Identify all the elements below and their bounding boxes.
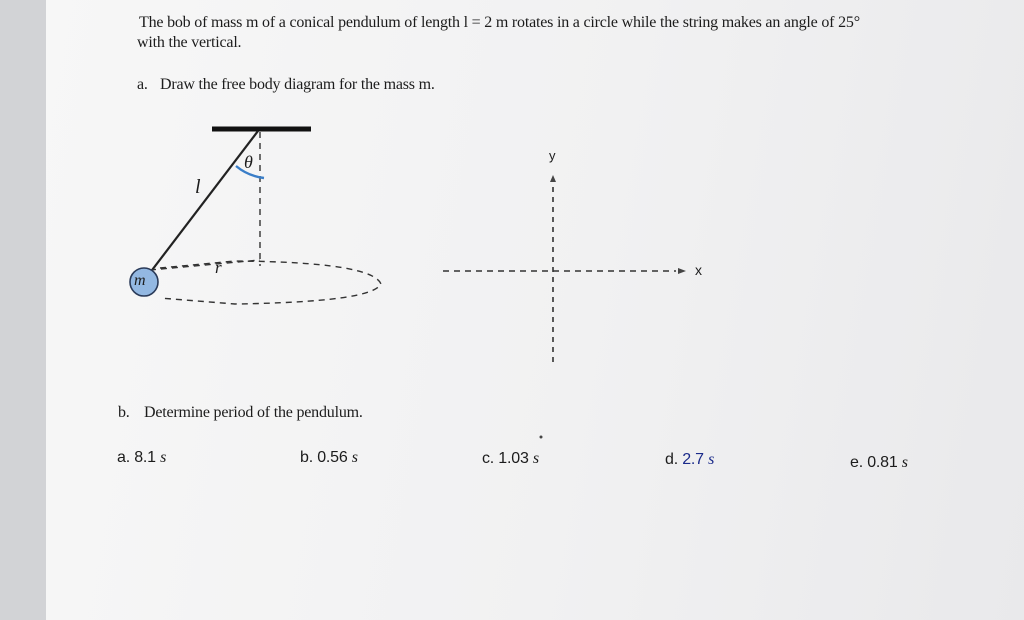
part-b-question: Determine period of the pendulum. xyxy=(144,404,363,421)
radius-line xyxy=(150,260,260,270)
choice-unit: s xyxy=(160,449,167,466)
choice-unit: s xyxy=(532,450,539,467)
problem-statement-line1: The bob of mass m of a conical pendulum of length l = 2 m rotates in a circle while the string makes an angle of 25° xyxy=(139,14,860,31)
choice-letter: e. xyxy=(850,454,863,471)
length-label: l xyxy=(195,176,201,198)
paper-speck xyxy=(540,436,543,439)
y-axis-arrowhead xyxy=(550,175,556,182)
part-a-label: a. xyxy=(137,76,148,93)
circular-path xyxy=(160,261,381,304)
choice-value: 2.7 xyxy=(682,451,704,468)
choice-b[interactable] xyxy=(300,449,358,467)
choice-letter: d. xyxy=(665,451,678,468)
pendulum-string xyxy=(146,131,258,278)
x-axis-label: x xyxy=(695,262,702,278)
choice-value: 0.81 xyxy=(867,454,898,471)
y-axis-label: y xyxy=(549,148,556,163)
choice-a[interactable] xyxy=(117,449,166,467)
part-a-question: Draw the free body diagram for the mass m. xyxy=(160,76,435,93)
choice-c[interactable] xyxy=(482,450,539,468)
choice-e[interactable] xyxy=(850,454,908,472)
radius-label: r xyxy=(215,258,222,277)
part-b-label: b. xyxy=(118,404,130,421)
choice-value: 1.03 xyxy=(498,450,529,467)
choice-letter: c. xyxy=(482,450,495,467)
choice-unit: s xyxy=(351,449,358,466)
choice-d[interactable] xyxy=(665,451,714,469)
choice-unit: s xyxy=(901,454,908,471)
choice-unit: s xyxy=(708,451,715,468)
choice-letter: a. xyxy=(117,449,130,466)
problem-statement-line2: with the vertical. xyxy=(137,34,242,51)
choice-value: 0.56 xyxy=(317,449,348,466)
choice-value: 8.1 xyxy=(134,449,156,466)
theta-label: θ xyxy=(244,152,253,172)
mass-label: m xyxy=(134,272,146,289)
choice-letter: b. xyxy=(300,449,313,466)
x-axis-arrowhead xyxy=(678,268,686,274)
